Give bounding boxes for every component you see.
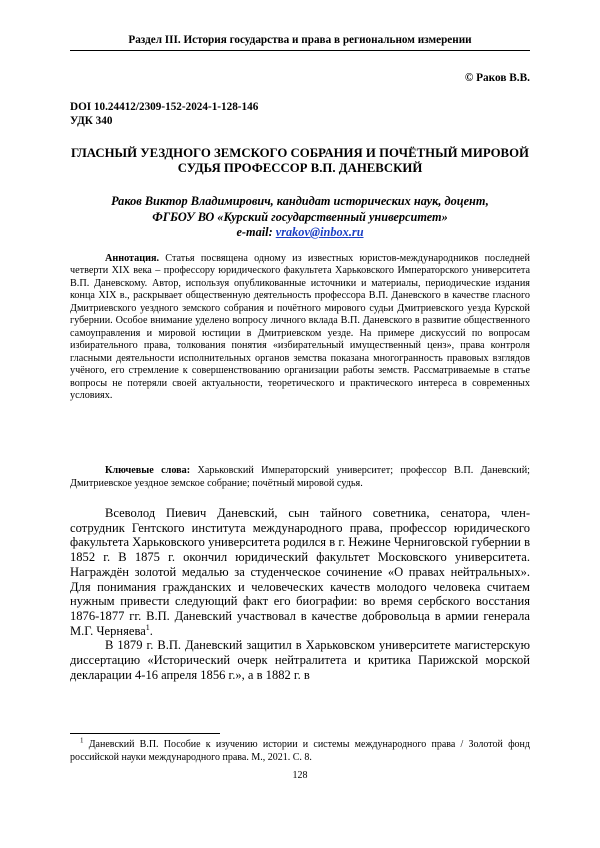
- article-title: ГЛАСНЫЙ УЕЗДНОГО ЗЕМСКОГО СОБРАНИЯ И ПОЧЁТНЫЙ МИРОВОЙ СУДЬЯ ПРОФЕССОР В.П. ДАНЕВСКИЙ: [70, 146, 530, 176]
- abstract-text: Статья посвящена одному из известных юристов-международников последней четверти XIX века – профессору юридического факультета Харьковского Императорского университета В.П. Даневскому. Автор, используя опубликованные источники и материалы, периодические издания конца XIX в., раскрывает общественную деятельность профессора В.П. Даневского в качестве гласного Дмитриевского уездного земского собрания и почётного мирового судьи Дмитриевского уезда Курской губернии. Особое внимание уделено вопросу личного вклада В.П. Даневского в развитие общественного самоуправления и мировой юстиции в Дмитриевском уезде. На примере дискуссий по вопросам избирательного права, толкования понятия «избирательный имущественный ценз», права контроля гласными деятельности исполнительных органов земства показана многогранность правовых взглядов учёного, его стремление к совершенствованию организации работы земств. Рассматриваемые в статье вопросы не потеряли своей актуальности, теоретического и практического интереса в современных условиях.: [70, 253, 530, 401]
- email-link[interactable]: vrakov@inbox.ru: [276, 225, 364, 239]
- footnote-number: 1: [80, 737, 84, 745]
- footnote: [70, 739, 530, 764]
- footnote-text: Даневский В.П. Пособие к изучению истории и системы международного права / Золотой фонд российской науки международного права. М., 2021. С. 8.: [70, 739, 530, 763]
- body-paragraph-1: [70, 506, 530, 638]
- keywords-label: Ключевые слова:: [105, 465, 190, 476]
- keywords: [70, 464, 530, 490]
- keywords-text: Харьковский Императорский университет; профессор В.П. Даневский; Дмитриевское уездное земское собрание; почётный мировой судья.: [70, 465, 530, 489]
- page-number: 128: [0, 770, 600, 781]
- body-paragraph-1-text: Всеволод Пиевич Даневский, сын тайного советника, сенатора, член-сотрудник Гентского института международного права, профессор юридического факультета Харьковского университета родился в г. Нежине Черниговской губернии в 1852 г. В 1875 г. окончил юридический факультет Московского университета. Награждён золотой медалью за студенческое сочинение «О правах нейтральных». Для понимания гражданских и человеческих качеств молодого человека считаем нужным привести следующий факт его биографии: во время сербского восстания 1876-1877 гг. В.П. Даневский участвовал в качестве добровольца в армии генерала М.Г. Черняева: [70, 506, 530, 638]
- author-affiliation: ФГБОУ ВО «Курский государственный университет»: [70, 210, 530, 226]
- body-paragraph-2: В 1879 г. В.П. Даневский защитил в Харьковском университете магистерскую диссертацию «Исторический очерк нейтралитета и критика Парижской морской декларации 4-16 апреля 1856 г.», а в 1882 г. в: [70, 638, 530, 682]
- copyright: © Раков В.В.: [465, 72, 530, 84]
- author-block: [70, 194, 530, 241]
- body-paragraph-1-end: .: [150, 624, 153, 638]
- header-divider: [70, 50, 530, 51]
- footnote-divider: [70, 733, 220, 734]
- doi: DOI 10.24412/2309-152-2024-1-128-146: [70, 101, 258, 113]
- abstract: [70, 253, 530, 402]
- running-head: Раздел III. История государства и права в региональном измерении: [70, 34, 530, 46]
- body-text: [70, 506, 530, 682]
- abstract-label: Аннотация.: [105, 253, 159, 264]
- udk: УДК 340: [70, 115, 112, 127]
- author-name-line: Раков Виктор Владимирович, кандидат исторических наук, доцент,: [70, 194, 530, 210]
- author-email-line: [70, 225, 530, 241]
- footnote-reference[interactable]: 1: [146, 622, 150, 631]
- email-label: e-mail:: [236, 225, 275, 239]
